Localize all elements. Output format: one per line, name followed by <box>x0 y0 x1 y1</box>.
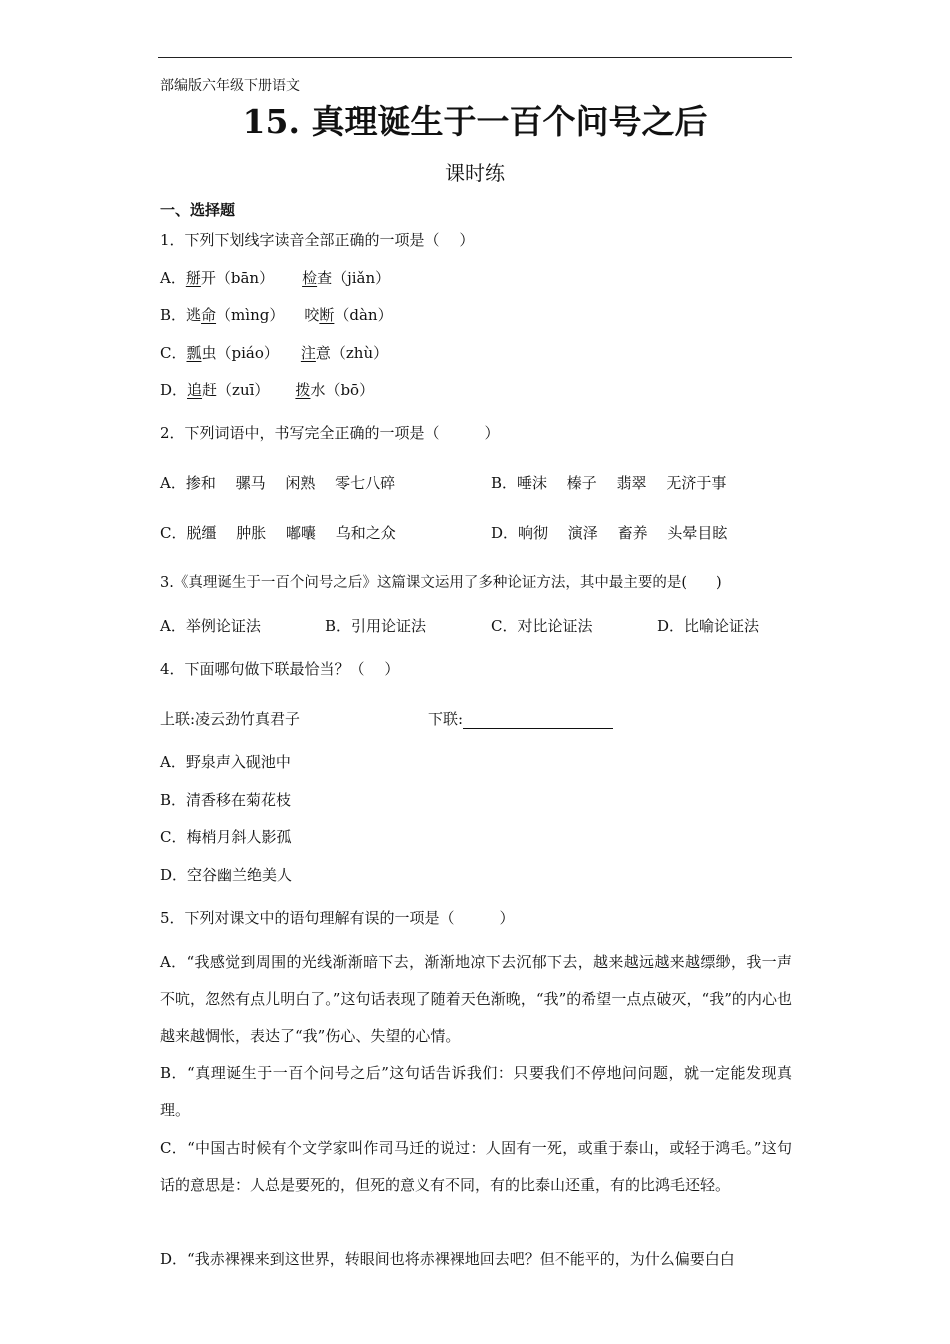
q5-option-b: B．“真理诞生于一百个问号之后”这句话告诉我们：只要我们不停地问问题，就一定能发现真理。 <box>160 1064 792 1119</box>
q1-stem: 1．下列下划线字读音全部正确的一项是（ ） <box>160 231 475 249</box>
q3-option-c: C．对比论证法 <box>491 617 593 635</box>
q1-c-underlined-1: 瓢 <box>186 344 202 362</box>
q3-option-b: B．引用论证法 <box>325 617 427 635</box>
q1-d-underlined-2: 拨 <box>295 381 311 399</box>
q1-c-word-1: 虫（piáo） <box>201 344 279 362</box>
page-subtitle: 课时练 <box>445 161 505 185</box>
q1-option-c <box>160 343 388 363</box>
q1-b-word-2: （dàn） <box>334 306 393 324</box>
q4-answer-blank <box>463 712 613 729</box>
q1-b-underlined-1: 命 <box>201 306 217 324</box>
q1-option-a <box>160 268 390 288</box>
header-rule <box>158 57 792 58</box>
q3-option-d: D．比喻论证法 <box>657 617 760 635</box>
q1-c-underlined-2: 注 <box>300 344 316 362</box>
page-title: 15. 真理诞生于一百个问号之后 <box>242 102 708 141</box>
header-note: 部编版六年级下册语文 <box>160 78 300 94</box>
q1-a-underlined-1: 掰 <box>185 269 201 287</box>
q1-b-underlined-2: 断 <box>319 306 335 324</box>
q3-option-a: A．举例论证法 <box>160 617 261 635</box>
q5-option-c: C．“中国古时候有个文学家叫作司马迁的说过：人固有一死，或重于泰山，或轻于鸿毛。”这句话的意思是：人总是要死的，但死的意义有不同，有的比泰山还重，有的比鸿毛还轻。 <box>160 1139 792 1194</box>
q1-d-word-2: 水（bō） <box>310 381 375 399</box>
q1-a-label: A． <box>160 269 186 287</box>
section-heading: 一、选择题 <box>160 201 236 219</box>
q1-option-d <box>160 380 374 400</box>
q3-stem: 3.《真理诞生于一百个问号之后》这篇课文运用了多种论证方法，其中最主要的是( ) <box>160 575 722 591</box>
q2-option-a: A．掺和 骡马 闲熟 零七八碎 <box>160 474 396 492</box>
q1-a-word-1: 开（bān） <box>200 269 275 287</box>
q1-a-underlined-2: 检 <box>302 269 318 287</box>
q4-option-d: D．空谷幽兰绝美人 <box>160 866 293 884</box>
q1-c-word-2: 意（zhù） <box>315 344 389 362</box>
q5-stem: 5．下列对课文中的语句理解有误的一项是（ ） <box>160 909 515 927</box>
q1-d-underlined-1: 追 <box>187 381 203 399</box>
q4-upper-couplet: 上联:凌云劲竹真君子 <box>160 710 301 728</box>
q5-option-a: A．“我感觉到周围的光线渐渐暗下去，渐渐地凉下去沉郁下去，越来越远越来越缥缈，我一声不吭，忽然有点儿明白了。”这句话表现了随着天色渐晚，“我”的希望一点点破灭，“我”的内心也越来越惆怅，表达了“我”伤心、失望的心情。 <box>160 953 792 1045</box>
q4-option-b: B．清香移在菊花枝 <box>160 791 292 809</box>
q2-option-b: B．唾沫 榛子 翡翠 无济于事 <box>491 474 727 492</box>
q4-stem: 4．下面哪句做下联最恰当？（ ） <box>160 660 400 678</box>
q1-option-b <box>160 305 393 325</box>
q4-lower-couplet <box>428 709 613 729</box>
q2-stem: 2．下列词语中，书写完全正确的一项是（ ） <box>160 424 500 442</box>
q1-b-word-1: （mìng） <box>216 306 285 324</box>
q1-a-word-2: 查（jiǎn） <box>317 269 391 287</box>
q4-option-c: C．梅梢月斜人影孤 <box>160 828 292 846</box>
q1-b-label: B．逃 <box>160 306 202 324</box>
q2-option-d: D．响彻 演泽 畜养 头晕目眩 <box>491 524 728 542</box>
q1-b-prefix-2: 咬 <box>304 306 320 324</box>
q1-d-word-1: 赶（zuī） <box>202 381 270 399</box>
q2-option-c: C．脱缰 肿胀 嘟囔 乌和之众 <box>160 524 396 542</box>
q4-lower-label: 下联: <box>428 710 464 728</box>
q1-d-label: D． <box>160 381 188 399</box>
q4-option-a: A．野泉声入砚池中 <box>160 753 291 771</box>
q1-c-label: C． <box>160 344 187 362</box>
q5-option-d: D．“我赤裸裸来到这世界，转眼间也将赤裸裸地回去吧？但不能平的，为什么偏要白白 <box>160 1250 735 1268</box>
